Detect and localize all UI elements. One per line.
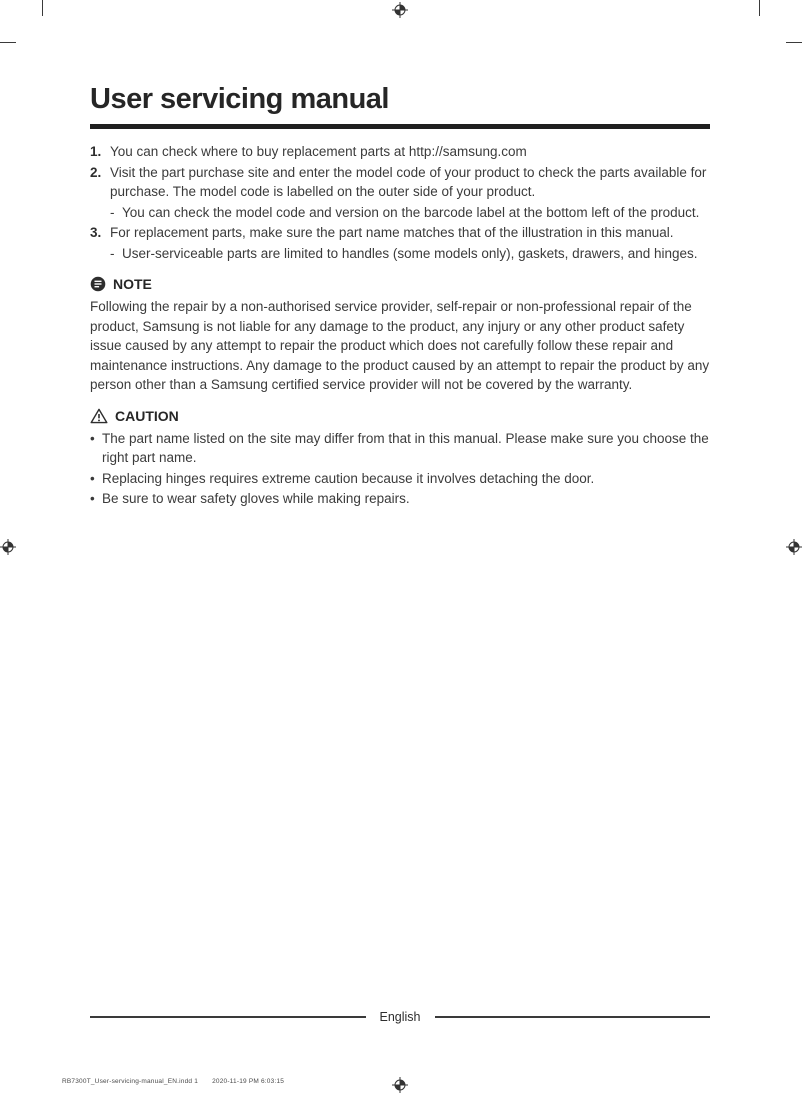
bullet-marker: • [90,491,95,506]
note-heading [90,276,710,292]
sub-item-text: You can check the model code and version on the barcode label at the bottom left of the product. [122,204,700,220]
step-text: For replacement parts, make sure the part name matches that of the illustration in this manual. [110,225,674,240]
bullet-text: The part name listed on the site may differ from that in this manual. Please make sure you choose the right part name. [102,430,709,465]
bullet-text: Replacing hinges requires extreme caution because it involves detaching the door. [102,470,595,486]
page-content [90,82,710,510]
note-text: Following the repair by a non-authorised service provider, self-repair or non-professional repair of the product, Samsung is not liable for any damage to the product, any injury or any other product safety issue caused by any attempt to repair the product which does not carefully follow these repair and maintenance instructions. Any damage to the product caused by an attempt to repair the product by any person other than a Samsung certified service provider will not be covered by the warranty. [90,299,710,392]
step-number: 3. [90,225,102,240]
list-item [90,223,710,243]
caution-icon [90,408,108,424]
registration-mark-left [0,539,16,555]
caution-heading [90,408,710,424]
print-info [62,1078,284,1085]
sub-item [110,203,710,223]
dash-marker: - [110,245,115,261]
list-item [90,469,710,489]
step-number: 2. [90,164,102,180]
page-footer [90,1010,710,1024]
steps-list [90,223,710,243]
crop-mark [42,0,43,16]
note-label: NOTE [113,276,152,292]
caution-bullets [90,429,710,509]
page-title: User servicing manual [90,83,389,115]
footer-rule-right [435,1016,711,1017]
list-item [90,429,710,468]
sub-item [110,244,710,264]
list-item [90,489,710,509]
sub-item-text: User-serviceable parts are limited to handles (some models only), gaskets, drawers, and hinges. [122,245,698,261]
registration-mark-top [392,2,408,18]
registration-mark-right [786,539,802,555]
bullet-marker: • [90,470,95,486]
note-icon [90,276,106,292]
footer-language: English [379,1010,421,1024]
dash-marker: - [110,204,115,220]
list-item [90,142,710,162]
title-rule [90,124,710,129]
print-timestamp: 2020-11-19 PM 6:03:15 [212,1078,285,1085]
registration-mark-bottom [392,1077,408,1093]
bullet-marker: • [90,430,95,446]
print-filename: RB7300T_User-servicing-manual_EN.indd 1 [62,1078,199,1085]
step-number: 1. [90,144,102,159]
list-item [90,163,710,202]
step-text: Visit the part purchase site and enter the model code of your product to check the parts available for purchase. The model code is labelled on the outer side of your product. [110,164,707,199]
steps-list [90,142,710,202]
crop-mark [759,0,760,16]
crop-mark [0,42,16,43]
footer-rule-left [90,1016,366,1017]
step-text: You can check where to buy replacement parts at http://samsung.com [110,144,527,159]
caution-label: CAUTION [115,407,179,424]
bullet-text: Be sure to wear safety gloves while making repairs. [102,491,410,506]
crop-mark [786,42,802,43]
